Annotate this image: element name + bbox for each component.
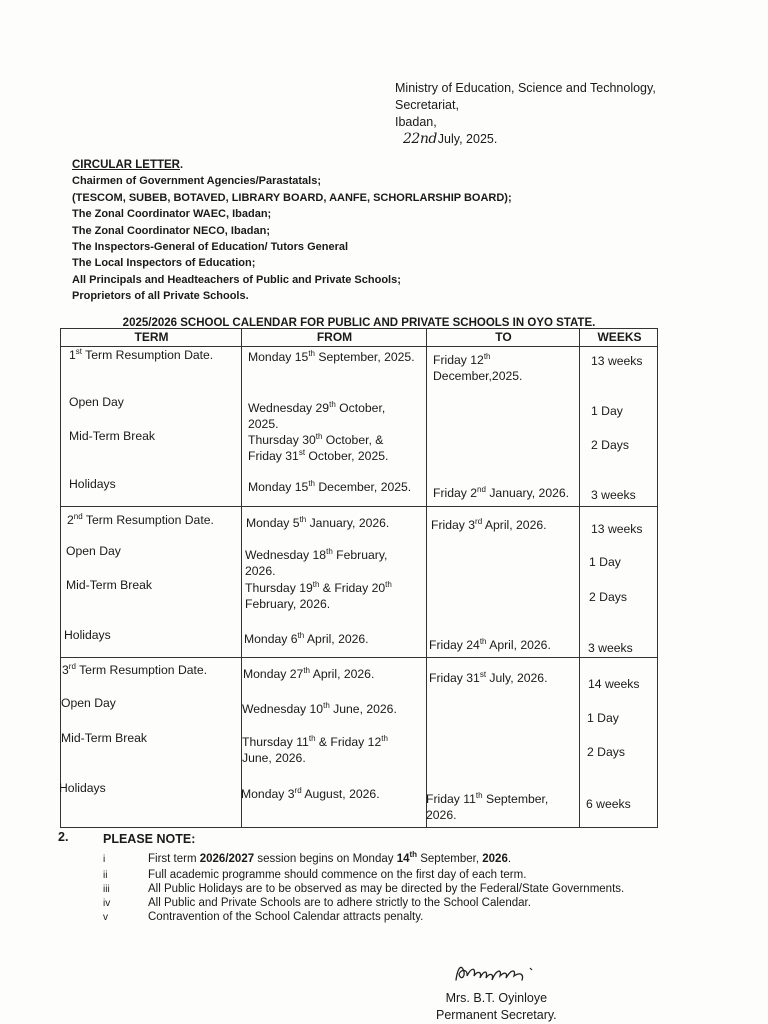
note-item: v Contravention of the School Calendar attracts penalty. [103,911,424,923]
handwritten-day: 22nd [403,131,437,147]
letter-date [395,131,656,148]
recipient-line: The Local Inspectors of Education; [72,257,256,270]
recipient-line: The Zonal Coordinator WAEC, Ibadan; [72,208,272,221]
first-term-holidays-label: Holidays [69,477,116,491]
third-term-resumption-weeks: 14 weeks [588,677,640,691]
header-to: TO [495,330,512,344]
second-term-open-day-weeks: 1 Day [589,555,621,569]
handwritten-signature [450,958,550,988]
recipient-line: The Inspectors-General of Education/ Tutors General [72,241,349,254]
third-term-resumption-to: Friday 31st July, 2026. [429,669,548,685]
sender-address [395,80,656,148]
note-item: i First term 2026/2027 session begins on Monday 14th September, 2026. [103,850,512,865]
header-term: TERM [134,330,169,344]
first-term-holidays-weeks: 3 weeks [591,488,636,502]
note-numeral: ii [103,870,108,881]
second-term-holidays-to: Friday 24th April, 2026. [429,636,551,652]
third-term-mid-term-from: Thursday 11th & Friday 12th June, 2026. [242,733,388,765]
note-numeral: i [103,854,106,865]
second-term-open-day-label: Open Day [66,544,121,558]
second-term-holidays-label: Holidays [64,628,111,642]
first-term-holidays-to: Friday 2nd January, 2026. [433,484,570,500]
recipient-line: All Principals and Headteachers of Public and Private Schools; [72,273,401,286]
second-term-resumption-from: Monday 5th January, 2026. [246,514,390,530]
third-term-open-day-from: Wednesday 10th June, 2026. [242,700,397,716]
note-numeral: iii [103,884,110,895]
first-term-open-day-label: Open Day [69,395,124,409]
address-line-3: Ibadan, [395,115,437,129]
note-item: iii All Public Holidays are to be observed as may be directed by the Federal/State Governments. [103,883,625,895]
third-term-resumption-label: 3rd Term Resumption Date. [62,661,208,677]
column-divider [579,329,580,827]
header-from: FROM [316,330,353,344]
term-divider [61,506,657,507]
first-term-resumption-label: 1st Term Resumption Date. [69,346,214,362]
address-line-2: Secretariat, [395,98,459,112]
recipient-line: (TESCOM, SUBEB, BOTAVED, LIBRARY BOARD, AANFE, SCHORLARSHIP BOARD); [72,191,512,204]
second-term-mid-term-label: Mid-Term Break [66,578,153,592]
third-term-mid-term-weeks: 2 Days [587,745,625,759]
note-item: iv All Public and Private Schools are to adhere strictly to the School Calendar. [103,897,531,909]
note-numeral: v [103,912,108,923]
first-term-resumption-from: Monday 15th September, 2025. [248,348,415,364]
first-term-resumption-to: Friday 12th December,2025. [433,351,523,383]
first-term-mid-term-from: Thursday 30th October, & Friday 31st October, 2025. [248,431,389,463]
third-term-open-day-weeks: 1 Day [587,711,619,725]
signatory [436,990,557,1024]
second-term-resumption-to: Friday 3rd April, 2026. [431,516,547,532]
recipient-line: The Zonal Coordinator NECO, Ibadan; [72,224,270,237]
date-month-year: July, 2025. [437,132,498,146]
notes-heading: PLEASE NOTE: [103,832,196,846]
note-numeral: iv [103,898,111,909]
calendar-table [60,328,658,828]
signatory-title: Permanent Secretary. [436,1008,557,1022]
address-line-1: Ministry of Education, Science and Technology, [395,81,656,95]
calendar-title: 2025/2026 SCHOOL CALENDAR FOR PUBLIC AND PRIVATE SCHOOLS IN OYO STATE. [122,317,596,329]
second-term-holidays-from: Monday 6th April, 2026. [244,630,369,646]
note-item: ii Full academic programme should commence on the first day of each term. [103,869,527,881]
second-term-resumption-weeks: 13 weeks [591,522,643,536]
third-term-holidays-from: Monday 3rd August, 2026. [241,785,380,801]
recipients-block [72,157,512,305]
first-term-mid-term-label: Mid-Term Break [69,429,156,443]
second-term-mid-term-weeks: 2 Days [589,590,627,604]
second-term-resumption-label: 2nd Term Resumption Date. [67,511,214,527]
third-term-holidays-weeks: 6 weeks [586,797,631,811]
signatory-name: Mrs. B.T. Oyinloye [445,991,548,1005]
first-term-resumption-weeks: 13 weeks [591,354,643,368]
first-term-mid-term-weeks: 2 Days [591,438,629,452]
third-term-mid-term-label: Mid-Term Break [61,731,148,745]
recipient-line: Chairmen of Government Agencies/Parastatals; [72,175,322,188]
third-term-holidays-label: Holidays [59,781,106,795]
first-term-open-day-weeks: 1 Day [591,404,623,418]
third-term-open-day-label: Open Day [61,696,116,710]
first-term-holidays-from: Monday 15th December, 2025. [248,478,412,494]
circular-title: CIRCULAR LETTER. [72,159,184,171]
recipient-line: Proprietors of all Private Schools. [72,290,249,303]
section-number: 2. [58,830,69,844]
third-term-holidays-to: Friday 11th September, 2026. [426,790,549,822]
term-divider [61,657,657,658]
column-divider [426,329,427,827]
first-term-open-day-from: Wednesday 29th October, 2025. [248,399,386,431]
second-term-open-day-from: Wednesday 18th February, 2026. [245,546,388,578]
header-weeks: WEEKS [597,330,642,344]
third-term-resumption-from: Monday 27th April, 2026. [243,665,375,681]
second-term-mid-term-from: Thursday 19th & Friday 20th February, 2026. [245,579,392,611]
second-term-holidays-weeks: 3 weeks [588,641,633,655]
